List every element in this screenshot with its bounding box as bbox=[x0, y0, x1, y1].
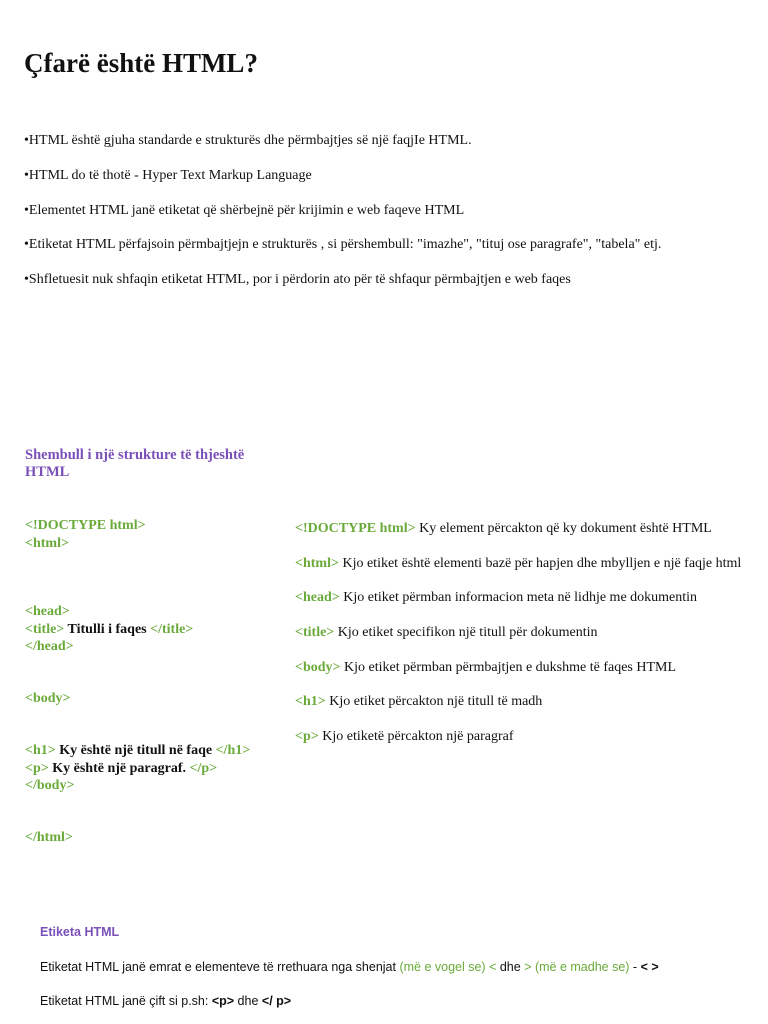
code-tag: <body> bbox=[25, 691, 71, 706]
explanation-item bbox=[295, 660, 676, 676]
page-title: Çfarë është HTML? bbox=[24, 48, 258, 78]
code-head-close bbox=[25, 638, 74, 656]
code-text: Ky është një paragraf. bbox=[48, 761, 190, 776]
explanation-text: Kjo etiket përmban përmbajtjen e dukshme të faqes HTML bbox=[340, 660, 677, 675]
explanation-tag: <h1> bbox=[295, 694, 326, 709]
intro-bullet: •Shfletuesit nuk shfaqin etiketat HTML, por i përdorin ato për të shfaqur përmbajtjen e web faqes bbox=[24, 272, 571, 287]
code-body-open bbox=[25, 690, 71, 708]
code-tag: </title> bbox=[150, 622, 194, 637]
code-tag: </body> bbox=[25, 778, 75, 793]
explanation-tag: <body> bbox=[295, 660, 341, 675]
intro-bullet: •Elementet HTML janë etiketat që shërbejnë për krijimin e web faqeve HTML bbox=[24, 203, 465, 218]
explanation-item bbox=[295, 729, 514, 745]
code-tag: </h1> bbox=[215, 743, 251, 758]
code-tag: </head> bbox=[25, 639, 74, 654]
explanation-text: Kjo etiketë përcakton një paragraf bbox=[318, 729, 514, 744]
code-tag: <h1> bbox=[25, 743, 56, 758]
example-heading-line2: HTML bbox=[25, 464, 70, 480]
etiketa-heading: Etiketa HTML bbox=[40, 925, 120, 939]
code-html-open bbox=[25, 535, 69, 553]
etiketa-green-text: (më e vogel se) < bbox=[399, 960, 497, 974]
explanation-text: Kjo etiket përcakton një titull të madh bbox=[325, 694, 543, 709]
etiketa-green-text: > (më e madhe se) bbox=[524, 960, 630, 974]
code-title-line bbox=[25, 621, 193, 639]
explanation-tag: <!DOCTYPE html> bbox=[295, 521, 416, 536]
explanation-item bbox=[295, 694, 542, 710]
code-html-close bbox=[25, 829, 73, 847]
code-tag: <head> bbox=[25, 604, 70, 619]
etiketa-bold-text: </ p> bbox=[261, 994, 292, 1008]
example-heading-line1: Shembull i një strukture të thjeshtë bbox=[25, 447, 245, 463]
explanation-tag: <p> bbox=[295, 729, 319, 744]
code-text: Titulli i faqes bbox=[64, 622, 151, 637]
explanation-item bbox=[295, 521, 712, 537]
etiketa-bold-text: <p> bbox=[211, 994, 235, 1008]
intro-bullet: •HTML do të thotë - Hyper Text Markup Language bbox=[24, 168, 312, 183]
example-heading bbox=[25, 447, 265, 481]
etiketa-line-2 bbox=[40, 994, 291, 1008]
code-tag: <html> bbox=[25, 536, 69, 551]
code-h1-line bbox=[25, 742, 250, 760]
code-tag: </html> bbox=[25, 830, 73, 845]
etiketa-bold-text: < > bbox=[640, 960, 659, 974]
etiketa-text: dhe bbox=[234, 994, 262, 1008]
explanation-item bbox=[295, 590, 697, 606]
etiketa-text: dhe bbox=[496, 960, 525, 974]
etiketa-line-1 bbox=[40, 960, 659, 974]
etiketa-text: Etiketat HTML janë emrat e elementeve të rrethuara nga shenjat bbox=[40, 960, 400, 974]
code-tag: <p> bbox=[25, 761, 49, 776]
code-doctype bbox=[25, 517, 146, 535]
explanation-tag: <html> bbox=[295, 556, 339, 571]
etiketa-text: Etiketat HTML janë çift si p.sh: bbox=[40, 994, 212, 1008]
intro-bullet: •HTML është gjuha standarde e strukturës dhe përmbajtjes së një faqjIe HTML. bbox=[24, 133, 472, 148]
code-body-close bbox=[25, 777, 74, 795]
explanation-tag: <title> bbox=[295, 625, 335, 640]
explanation-text: Kjo etiket është elementi bazë për hapjen dhe mbylljen e një faqje html bbox=[338, 556, 742, 571]
explanation-text: Kjo etiket përmban informacion meta në lidhje me dokumentin bbox=[339, 590, 698, 605]
explanation-text: Kjo etiket specifikon një titull për dokumentin bbox=[334, 625, 598, 640]
intro-bullet: •Etiketat HTML përfajsoin përmbajtjejn e strukturës , si përshembull: "imazhe", "tituj ose paragrafe", "tabela" etj. bbox=[24, 237, 662, 252]
explanation-item bbox=[295, 556, 741, 572]
code-tag: <title> bbox=[25, 622, 65, 637]
code-text: Ky është një titull në faqe bbox=[55, 743, 216, 758]
explanation-tag: <head> bbox=[295, 590, 340, 605]
explanation-text: Ky element përcakton që ky dokument është HTML bbox=[415, 521, 712, 536]
code-tag: </p> bbox=[189, 761, 218, 776]
code-p-line bbox=[25, 760, 217, 778]
etiketa-text: - bbox=[629, 960, 641, 974]
code-tag: <!DOCTYPE html> bbox=[25, 518, 146, 533]
code-head-open bbox=[25, 603, 70, 621]
explanation-item bbox=[295, 625, 598, 641]
